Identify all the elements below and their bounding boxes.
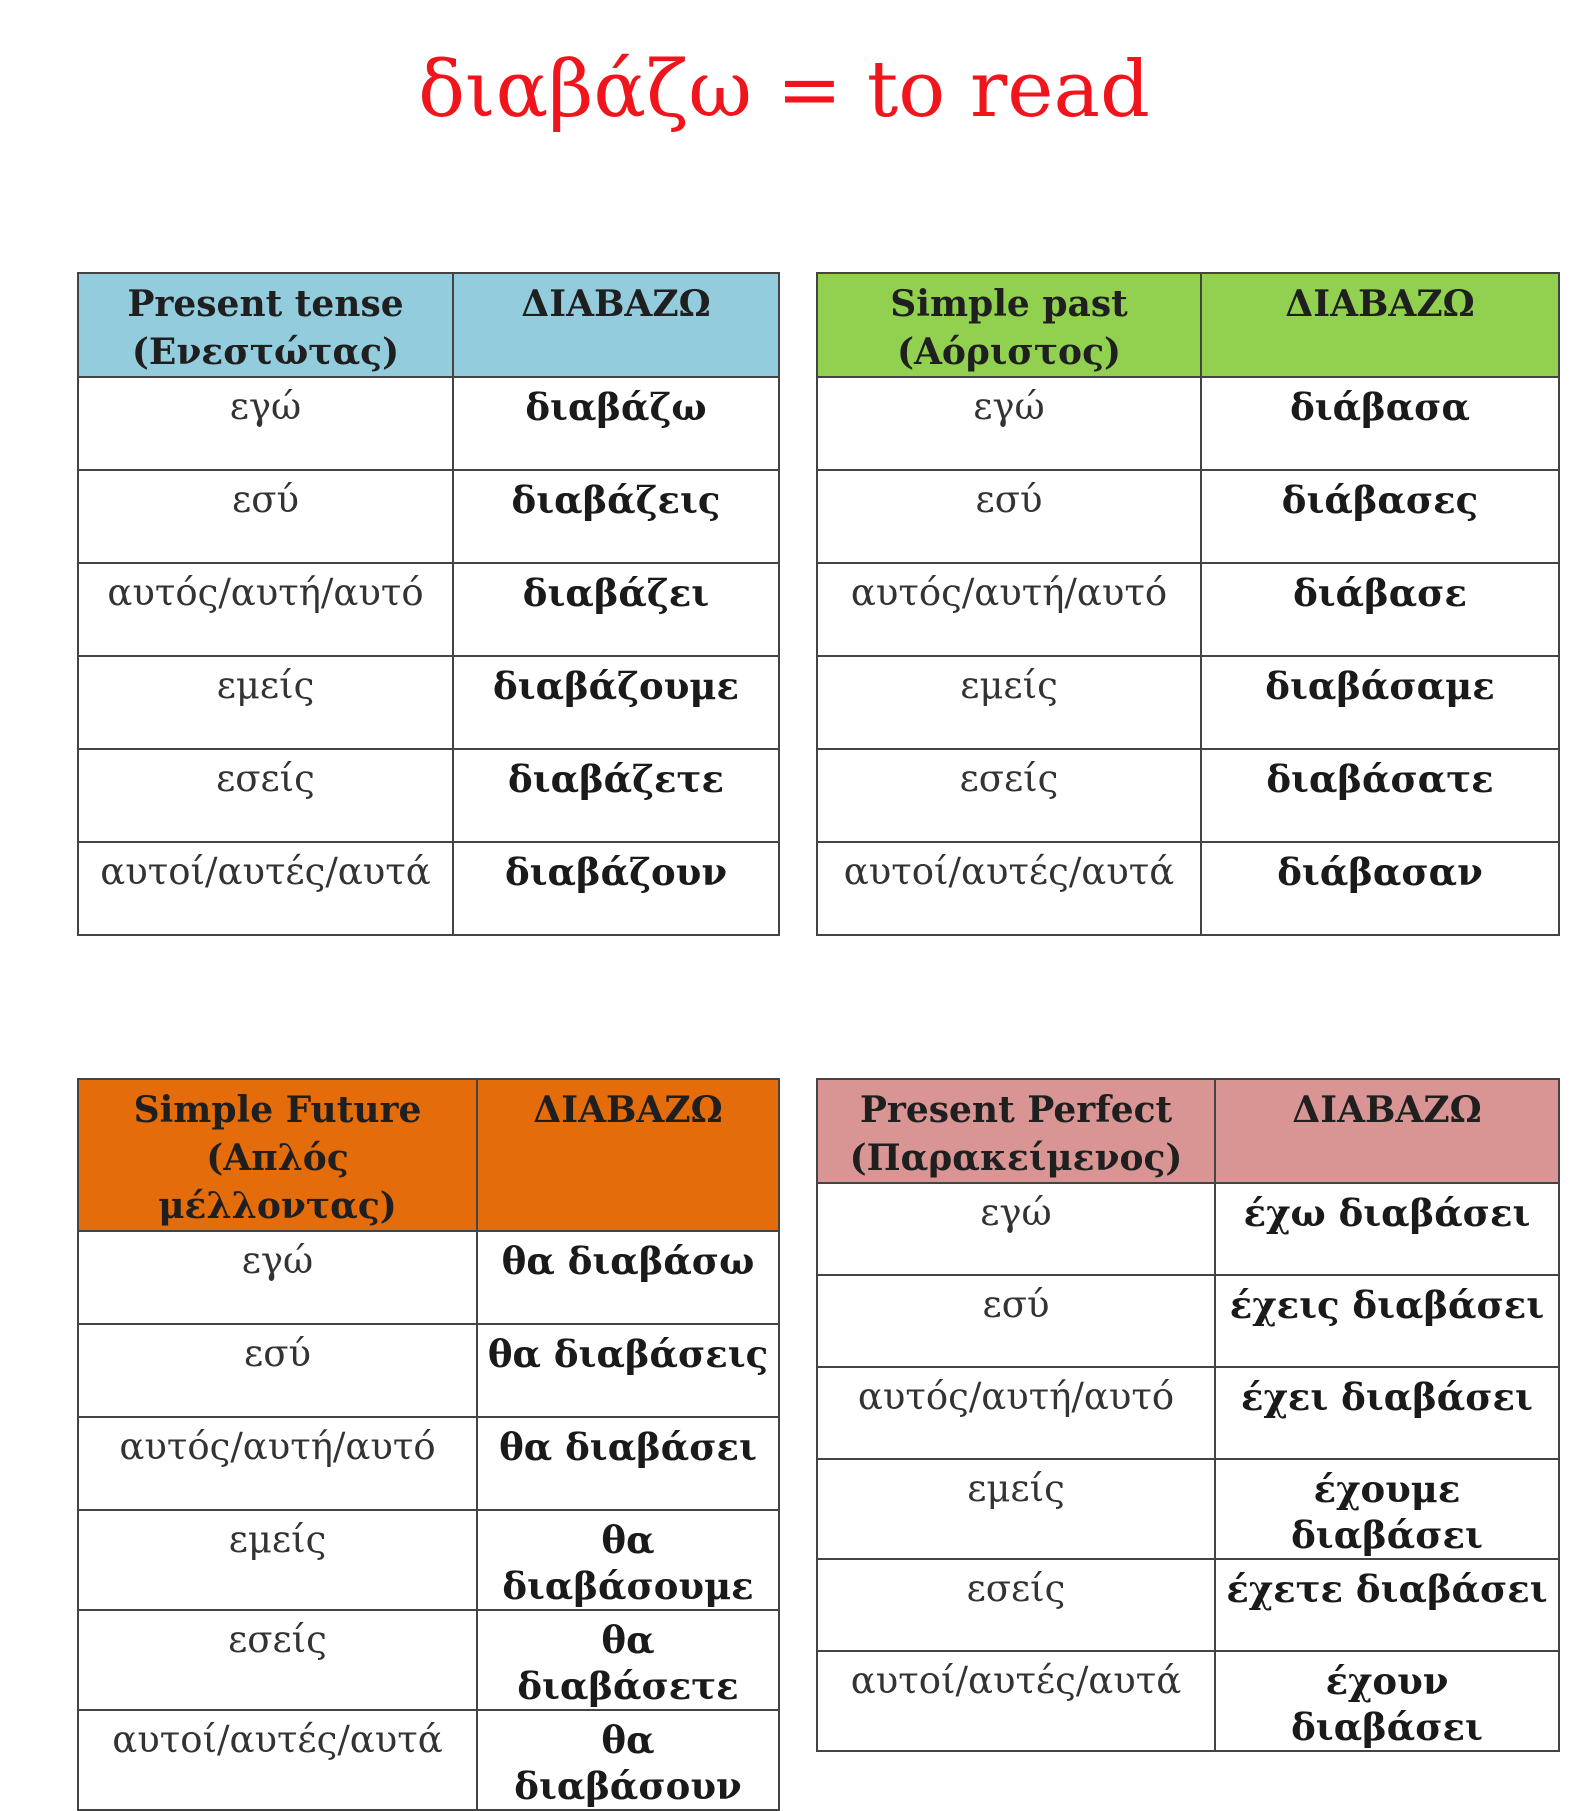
table-row — [78, 1610, 779, 1710]
table-row — [817, 1651, 1559, 1751]
tense-header — [78, 273, 453, 377]
verb-form-cell: έχετε διαβάσει — [1215, 1559, 1559, 1651]
tense-name-greek: (Αόριστος) — [896, 331, 1122, 373]
table-row — [817, 1183, 1559, 1275]
present-tense-table — [77, 272, 780, 936]
table-header-row — [817, 1079, 1559, 1183]
table-row — [78, 1231, 779, 1324]
table-row — [78, 656, 779, 749]
table-row — [78, 1324, 779, 1417]
tense-name: Simple Future — [133, 1089, 422, 1131]
tense-header — [817, 273, 1201, 377]
pronoun-cell: αυτός/αυτή/αυτό — [817, 563, 1201, 656]
verb-form-cell: διαβάζεις — [453, 470, 779, 563]
pronoun-cell: εμείς — [817, 1459, 1215, 1559]
table-header-row — [78, 273, 779, 377]
pronoun-cell: αυτός/αυτή/αυτό — [78, 563, 453, 656]
verb-form-cell: έχουμε διαβάσει — [1215, 1459, 1559, 1559]
verb-form-cell: έχω διαβάσει — [1215, 1183, 1559, 1275]
table-row — [817, 563, 1559, 656]
page-title-text: διαβάζω = to read — [418, 45, 1150, 135]
verb-form-cell: θα διαβάσουμε — [477, 1510, 779, 1610]
pronoun-cell: αυτοί/αυτές/αυτά — [817, 842, 1201, 935]
pronoun-cell: εμείς — [78, 656, 453, 749]
verb-form-cell: διαβάσατε — [1201, 749, 1559, 842]
verb-form-cell: θα διαβάσει — [477, 1417, 779, 1510]
table-row — [817, 1559, 1559, 1651]
pronoun-cell: εσύ — [817, 470, 1201, 563]
verb-form-cell: διάβασαν — [1201, 842, 1559, 935]
verb-header: ΔΙΑΒΑΖΩ — [477, 1079, 779, 1231]
pronoun-cell: αυτός/αυτή/αυτό — [817, 1367, 1215, 1459]
pronoun-cell: εσείς — [78, 1610, 477, 1710]
verb-header: ΔΙΑΒΑΖΩ — [1201, 273, 1559, 377]
table-row — [817, 1275, 1559, 1367]
table-row — [78, 1710, 779, 1810]
verb-form-cell: διάβασες — [1201, 470, 1559, 563]
simple-future-table — [77, 1078, 780, 1811]
table-row — [78, 842, 779, 935]
pronoun-cell: αυτοί/αυτές/αυτά — [817, 1651, 1215, 1751]
tense-name: Present Perfect — [859, 1089, 1173, 1131]
pronoun-cell: εσύ — [78, 470, 453, 563]
present-perfect-table — [816, 1078, 1560, 1752]
verb-form-cell: διαβάζω — [453, 377, 779, 470]
pronoun-cell: αυτός/αυτή/αυτό — [78, 1417, 477, 1510]
pronoun-cell: εμείς — [817, 656, 1201, 749]
table-row — [78, 377, 779, 470]
pronoun-cell: αυτοί/αυτές/αυτά — [78, 842, 453, 935]
verb-form-cell: θα διαβάσουν — [477, 1710, 779, 1810]
verb-form-cell: διαβάζουμε — [453, 656, 779, 749]
table-row — [817, 656, 1559, 749]
verb-form-cell: έχει διαβάσει — [1215, 1367, 1559, 1459]
table-row — [817, 749, 1559, 842]
verb-form-cell: θα διαβάσετε — [477, 1610, 779, 1710]
verb-form-cell: διαβάζουν — [453, 842, 779, 935]
pronoun-cell: εσύ — [78, 1324, 477, 1417]
table-header-row — [817, 273, 1559, 377]
page-title — [0, 40, 1588, 140]
verb-header: ΔΙΑΒΑΖΩ — [453, 273, 779, 377]
tense-name-greek: (Ενεστώτας) — [131, 331, 400, 373]
verb-form-cell: διάβασε — [1201, 563, 1559, 656]
tense-header — [78, 1079, 477, 1231]
table-row — [817, 842, 1559, 935]
pronoun-cell: εμείς — [78, 1510, 477, 1610]
table-row — [817, 1459, 1559, 1559]
pronoun-cell: αυτοί/αυτές/αυτά — [78, 1710, 477, 1810]
pronoun-cell: εγώ — [817, 377, 1201, 470]
verb-form-cell: θα διαβάσεις — [477, 1324, 779, 1417]
table-header-row — [78, 1079, 779, 1231]
verb-form-cell: διαβάζετε — [453, 749, 779, 842]
table-row — [78, 1510, 779, 1610]
table-row — [817, 1367, 1559, 1459]
verb-form-cell: διάβασα — [1201, 377, 1559, 470]
pronoun-cell: εσείς — [817, 1559, 1215, 1651]
table-row — [78, 1417, 779, 1510]
tense-name-greek: (Παρακείμενος) — [849, 1137, 1183, 1179]
pronoun-cell: εγώ — [817, 1183, 1215, 1275]
table-row — [78, 749, 779, 842]
pronoun-cell: εγώ — [78, 1231, 477, 1324]
pronoun-cell: εγώ — [78, 377, 453, 470]
verb-form-cell: θα διαβάσω — [477, 1231, 779, 1324]
verb-form-cell: διαβάζει — [453, 563, 779, 656]
tense-name: Present tense — [127, 283, 404, 325]
verb-form-cell: έχεις διαβάσει — [1215, 1275, 1559, 1367]
table-row — [817, 377, 1559, 470]
tense-header — [817, 1079, 1215, 1183]
table-row — [817, 470, 1559, 563]
pronoun-cell: εσύ — [817, 1275, 1215, 1367]
pronoun-cell: εσείς — [78, 749, 453, 842]
verb-form-cell: διαβάσαμε — [1201, 656, 1559, 749]
table-row — [78, 470, 779, 563]
tense-name-greek: (Απλός μέλλοντας) — [158, 1137, 397, 1227]
simple-past-table — [816, 272, 1560, 936]
verb-header: ΔΙΑΒΑΖΩ — [1215, 1079, 1559, 1183]
pronoun-cell: εσείς — [817, 749, 1201, 842]
verb-form-cell: έχουν διαβάσει — [1215, 1651, 1559, 1751]
table-row — [78, 563, 779, 656]
tense-name: Simple past — [890, 283, 1128, 325]
